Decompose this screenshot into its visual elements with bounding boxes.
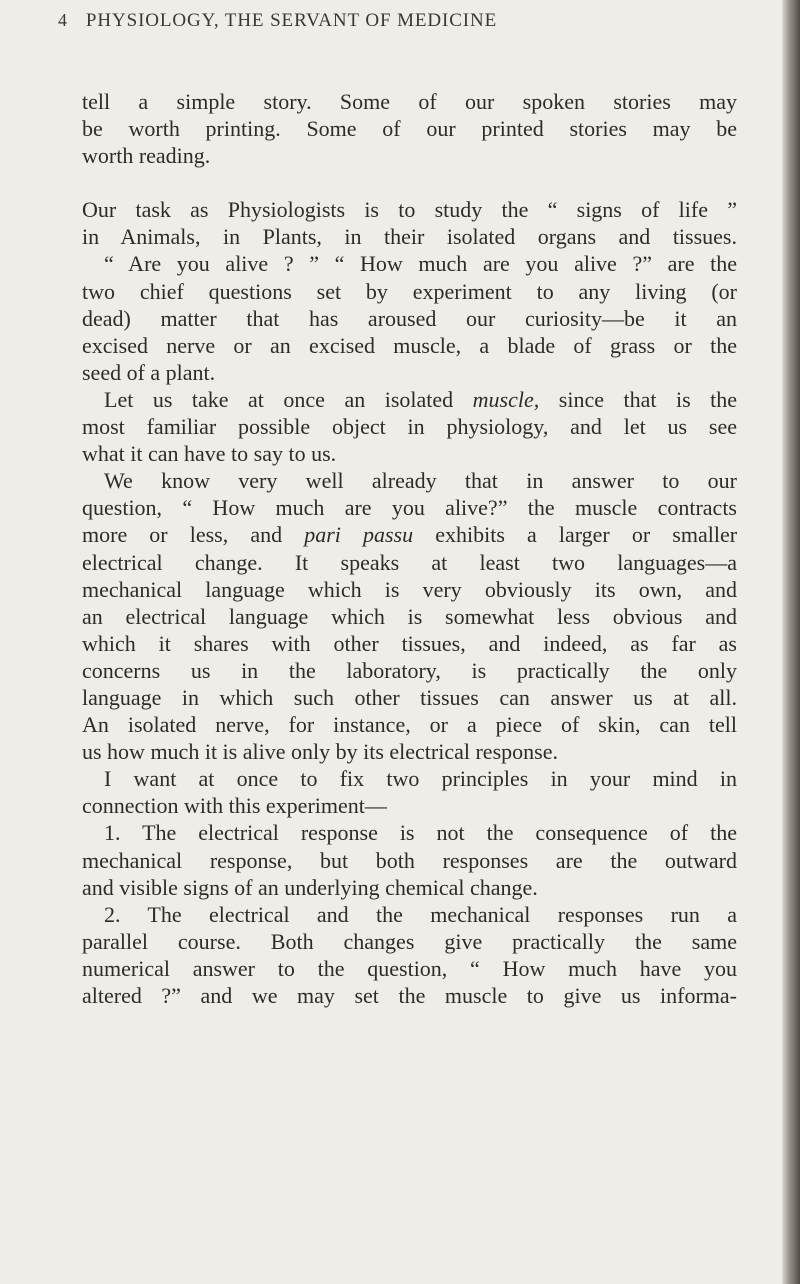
text-line: 2. The electrical and the mechanical responses run a [104, 901, 737, 927]
text-line: An isolated nerve, for instance, or a piece of skin, can tell [82, 712, 737, 738]
text-line: language in which such other tissues can answer us at all. [82, 684, 737, 710]
text-line: “ Are you alive ? ” “ How much are you alive ?” are the [104, 251, 737, 277]
italic-term-pari-passu: pari passu [304, 522, 414, 548]
text-line: electrical change. It speaks at least two languages—a [82, 549, 737, 575]
text-line-mixed [82, 521, 737, 548]
text-line: which it shares with other tissues, and indeed, as far as [82, 630, 737, 656]
text-line: numerical answer to the question, “ How much have you [82, 955, 737, 981]
text-line: 1. The electrical response is not the consequence of the [104, 820, 737, 846]
italic-term-muscle: muscle, [472, 386, 540, 412]
text-fragment: Let us take at once an isolated [104, 386, 454, 412]
text-line: an electrical language which is somewhat less obvious and [82, 603, 737, 629]
text-line: and visible signs of an underlying chemical change. [82, 874, 538, 900]
text-line: altered ?” and we may set the muscle to give us informa- [82, 983, 737, 1008]
text-line: be worth printing. Some of our printed stories may be [82, 116, 737, 142]
text-line: most familiar possible object in physiology, and let us see [82, 414, 737, 440]
running-header [58, 10, 748, 40]
paragraph-gap [82, 169, 737, 196]
text-line: two chief questions set by experiment to any living (or [82, 278, 737, 304]
page-number: 4 [58, 10, 68, 30]
text-fragment: exhibits a larger or smaller [435, 522, 738, 548]
text-line: worth reading. [82, 143, 211, 169]
text-line: concerns us in the laboratory, is practically the only [82, 657, 737, 683]
text-line: parallel course. Both changes give practically the same [82, 928, 737, 954]
text-line: mechanical response, but both responses are the outward [82, 847, 737, 873]
text-line: seed of a plant. [82, 359, 216, 385]
text-line: us how much it is alive only by its electrical response. [82, 739, 558, 765]
page-edge-shadow [782, 0, 800, 1284]
text-line: dead) matter that has aroused our curiosity—be it an [82, 305, 737, 331]
text-line: mechanical language which is very obviously its own, and [82, 576, 737, 602]
text-line: in Animals, in Plants, in their isolated organs and tissues. [82, 224, 737, 250]
text-fragment: since that is the [558, 386, 738, 412]
running-title: PHYSIOLOGY, THE SERVANT OF MEDICINE [85, 10, 498, 31]
text-line: excised nerve or an excised muscle, a blade of grass or the [82, 332, 737, 358]
text-line-mixed [82, 386, 737, 413]
body-text [82, 88, 737, 1009]
text-line: tell a simple story. Some of our spoken stories may [82, 89, 737, 114]
text-line: connection with this experiment— [82, 793, 387, 819]
text-line: I want at once to fix two principles in your mind in [104, 766, 737, 792]
text-line: Our task as Physiologists is to study the “ signs of life ” [82, 197, 737, 223]
text-fragment: more or less, and [82, 522, 283, 548]
text-line: We know very well already that in answer to our [104, 468, 737, 494]
text-line: what it can have to say to us. [82, 441, 337, 467]
text-line: question, “ How much are you alive?” the muscle contracts [82, 495, 737, 521]
